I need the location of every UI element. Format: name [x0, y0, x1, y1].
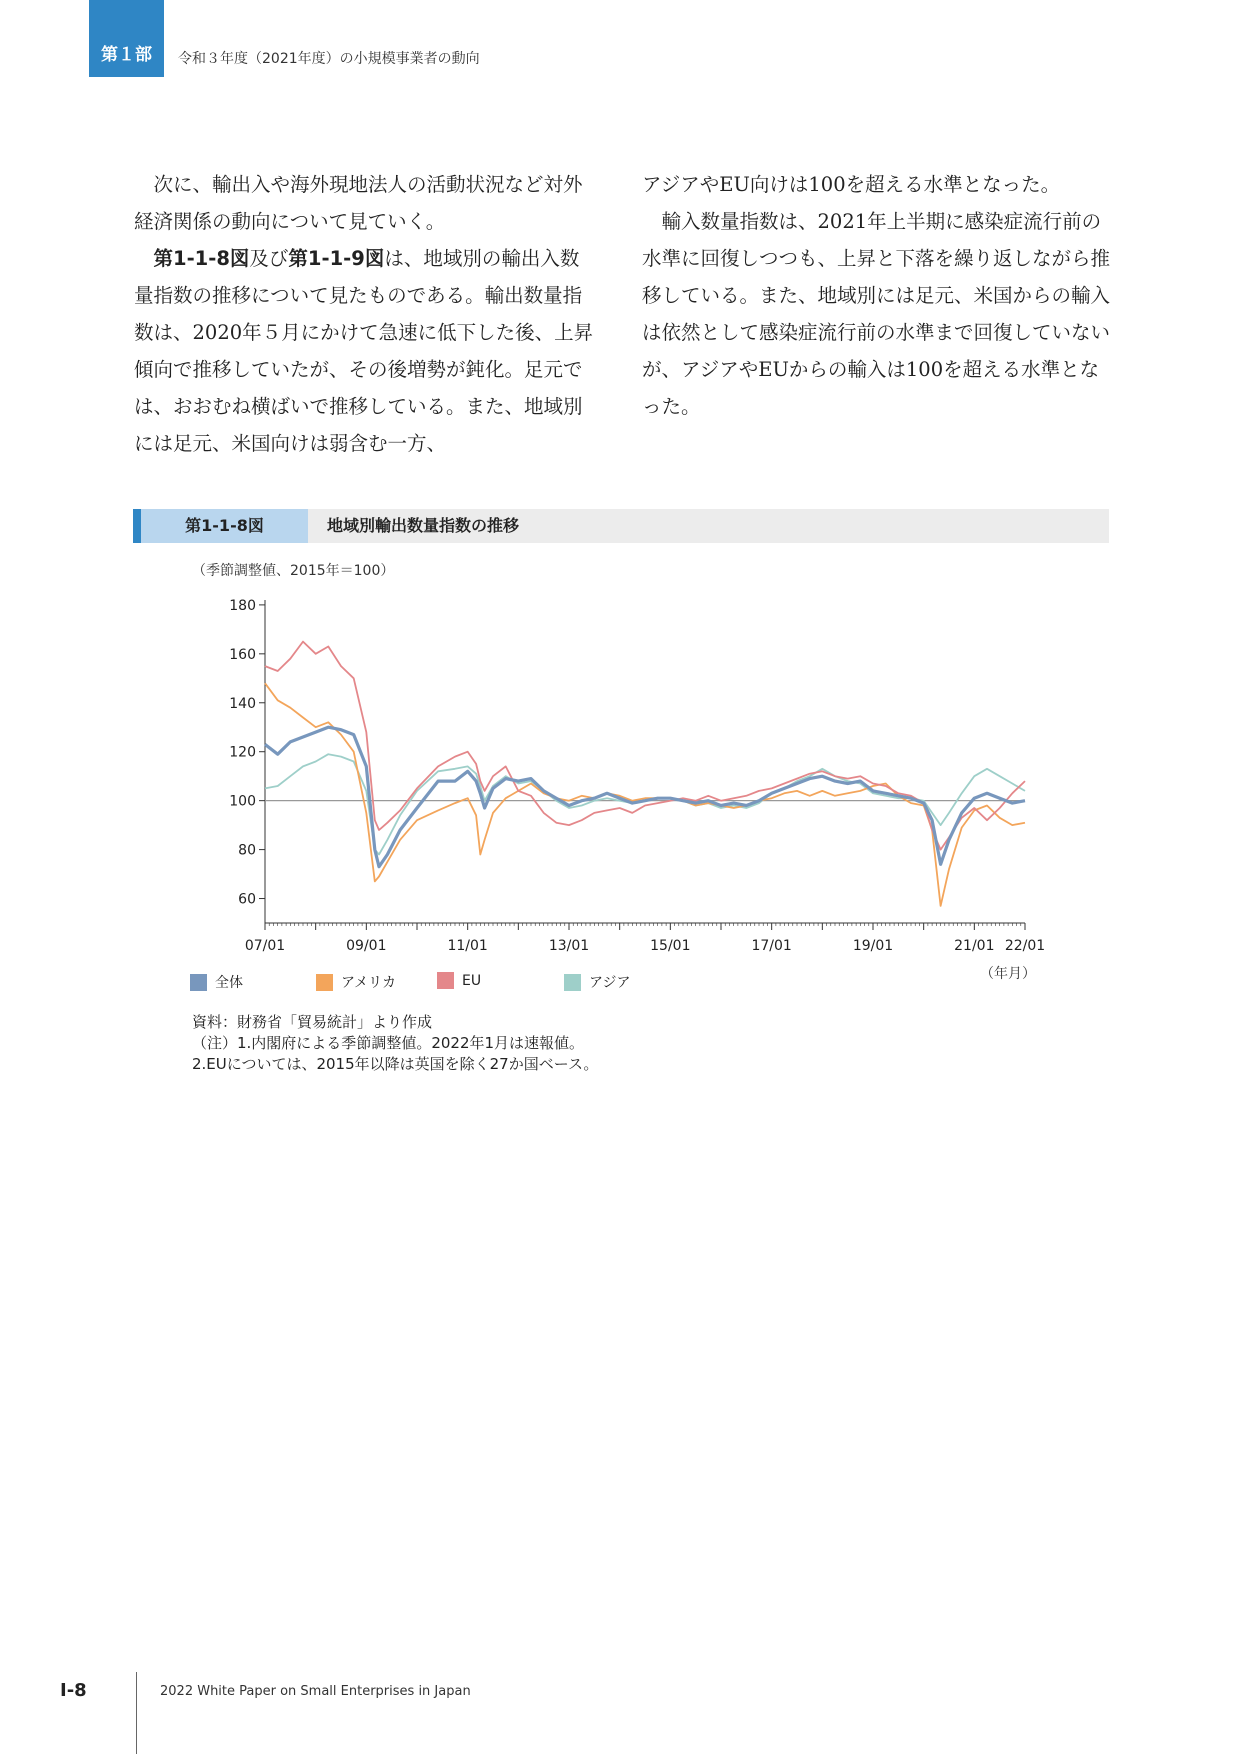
note-2: 2.EUについては、2015年以降は英国を除く27か国ベース。	[192, 1055, 599, 1073]
paragraph: 輸入数量指数は、2021年上半期に感染症流行前の水準に回復しつつも、上昇と下落を繰り返しながら推移している。また、地域別には足元、米国からの輸入は依然として感染症流行前の水準まで回復していないが、アジアやEUからの輸入は100を超える水準となった。	[642, 210, 1111, 418]
page-number: I-8	[60, 1680, 87, 1701]
paragraph-text: 及び	[249, 247, 289, 270]
series-line-0	[265, 727, 1025, 867]
footer-divider	[136, 1672, 137, 1754]
x-tick-label: 07/01	[244, 938, 286, 954]
paragraph: 次に、輸出入や海外現地法人の活動状況など対外経済関係の動向について見ていく。	[134, 173, 583, 233]
x-tick-label: 09/01	[346, 938, 387, 954]
series-line-1	[265, 683, 1025, 906]
legend	[190, 972, 750, 994]
y-tick-label: 100	[229, 793, 256, 810]
legend-item	[190, 972, 243, 992]
x-axis-unit: （年月）	[980, 966, 1036, 982]
figure-reference: 第1-1-8図	[153, 247, 250, 270]
paragraph	[134, 240, 598, 462]
y-tick-label: 160	[229, 646, 256, 663]
paragraph: アジアやEU向けは100を超える水準となった。	[642, 173, 1061, 196]
paragraph-text: は、地域別の輸出入数量指数の推移について見たものである。輸出数量指数は、2020年５月にかけて急速に低下した後、上昇傾向で推移していたが、その後増勢が鈍化。足元では、おおむね横ばいで推移している。また、地域別には足元、米国向けは弱含む一方、	[134, 247, 594, 455]
y-tick-label: 180	[229, 597, 256, 614]
y-tick-label: 80	[238, 842, 256, 859]
x-tick-label: 19/01	[852, 938, 894, 954]
legend-swatch	[316, 974, 333, 991]
figure-notes	[192, 1012, 598, 1075]
x-tick-label: 22/01	[1004, 938, 1046, 954]
legend-label: アジア	[589, 975, 631, 991]
source-note: 資料：財務省「貿易統計」より作成	[192, 1013, 433, 1031]
x-tick-label: 21/01	[954, 938, 995, 954]
legend-item	[437, 972, 481, 989]
text-column-right	[642, 166, 1110, 425]
legend-label: 全体	[215, 975, 243, 991]
legend-swatch	[564, 974, 581, 991]
figure-reference: 第1-1-9図	[288, 247, 385, 270]
legend-swatch	[190, 974, 207, 991]
running-header: 令和３年度（2021年度）の小規模事業者の動向	[178, 51, 480, 67]
chart-unit: （季節調整値、2015年＝100）	[192, 563, 395, 579]
footer-title: 2022 White Paper on Small Enterprises in Japan	[160, 1684, 471, 1699]
legend-label: アメリカ	[341, 975, 397, 991]
figure-title: 地域別輸出数量指数の推移	[327, 516, 520, 535]
legend-swatch	[437, 972, 454, 989]
series-line-3	[265, 754, 1025, 854]
figure-number: 第1-1-8図	[141, 509, 308, 543]
series-line-2	[265, 642, 1025, 850]
part-tab	[89, 0, 164, 77]
x-tick-label: 11/01	[447, 938, 488, 954]
x-tick-label: 17/01	[751, 938, 792, 954]
x-tick-label: 15/01	[650, 938, 691, 954]
y-tick-label: 120	[229, 744, 256, 761]
figure-accent	[133, 509, 141, 543]
legend-label: EU	[462, 972, 482, 989]
y-tick-label: 60	[238, 891, 256, 908]
line-chart	[190, 585, 1070, 965]
part-label: 第１部	[101, 45, 152, 65]
note-1: （注）1.内閣府による季節調整値。2022年1月は速報値。	[192, 1034, 585, 1052]
y-tick-label: 140	[229, 695, 256, 712]
x-tick-label: 13/01	[548, 938, 590, 954]
legend-item	[564, 972, 630, 992]
legend-item	[316, 972, 396, 992]
text-column-left	[134, 166, 598, 462]
